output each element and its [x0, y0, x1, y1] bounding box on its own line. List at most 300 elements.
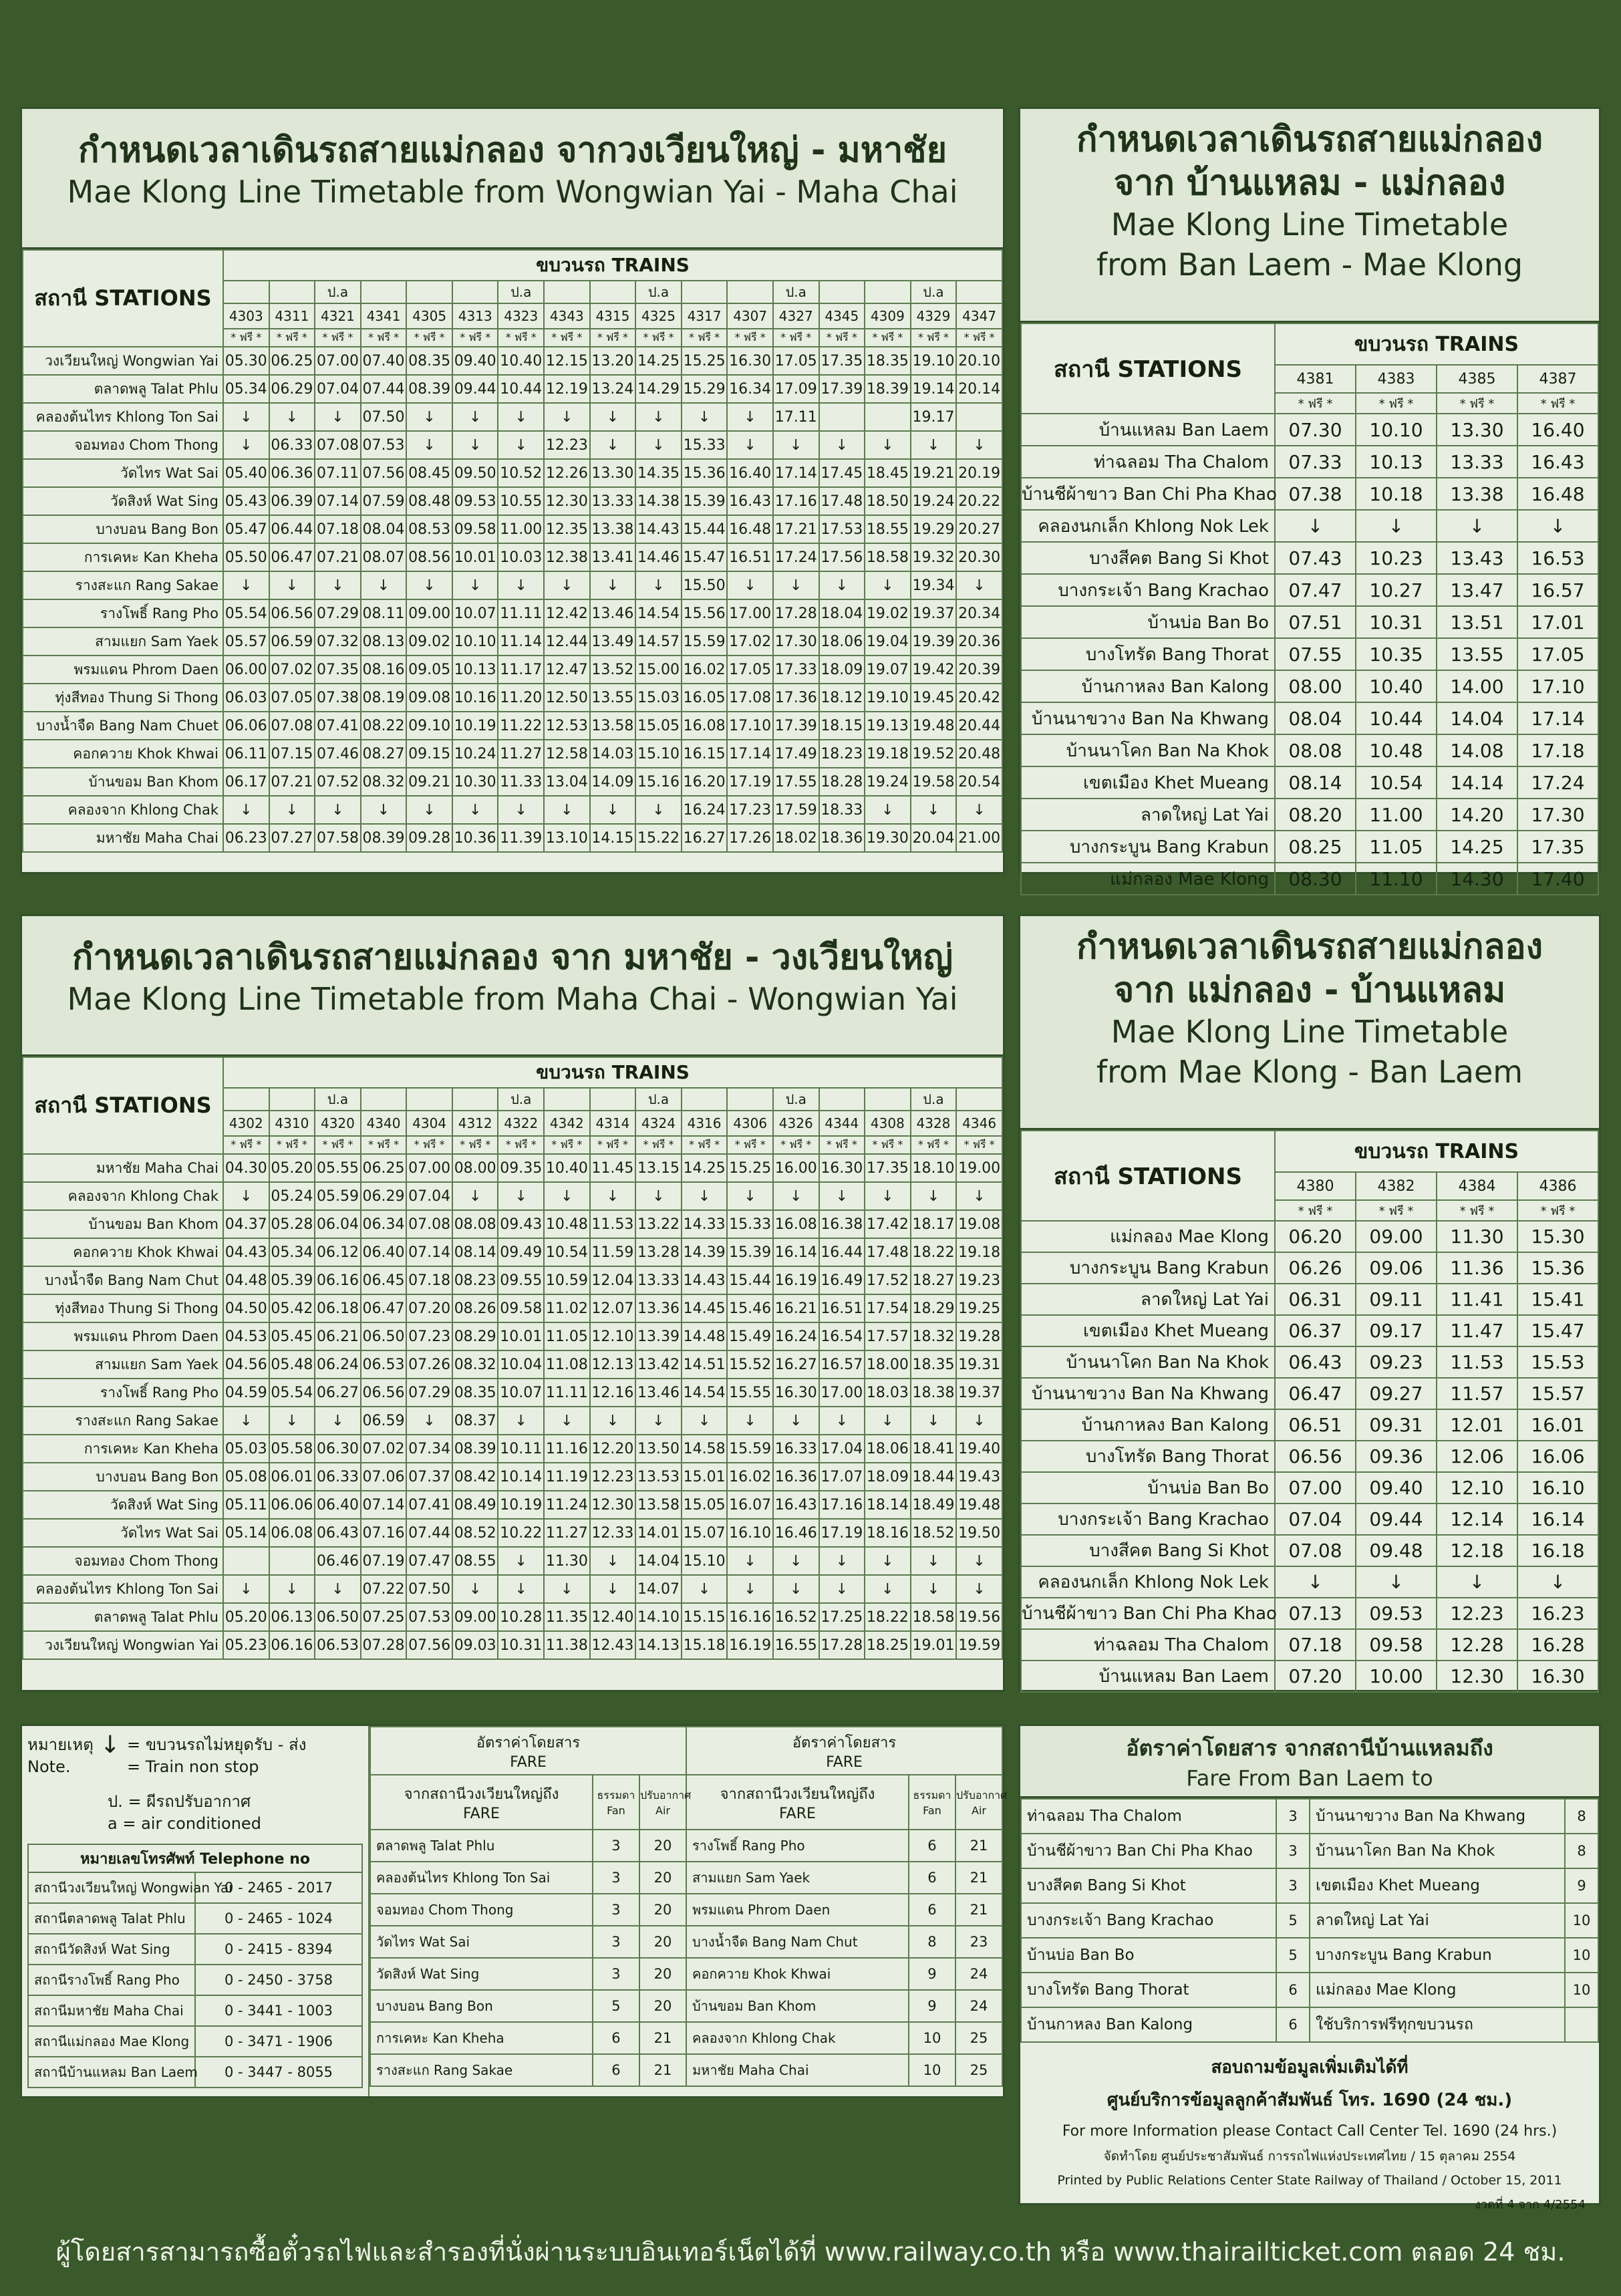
time-cell: 20.39	[956, 656, 1002, 684]
time-cell: 13.04	[544, 768, 590, 796]
time-cell: 16.38	[819, 1210, 865, 1238]
table-row	[23, 543, 1002, 571]
fare-air: 21	[955, 1830, 1002, 1862]
time-cell: 14.01	[635, 1519, 682, 1547]
time-cell: 12.47	[544, 656, 590, 684]
time-cell: ↓	[544, 796, 590, 824]
time-cell: 18.06	[865, 1435, 911, 1463]
table-row	[1021, 1252, 1598, 1284]
time-cell: 10.19	[452, 712, 498, 740]
time-cell: ↓	[498, 1547, 544, 1575]
table-row	[1021, 1221, 1598, 1252]
time-cell: 07.02	[361, 1435, 407, 1463]
time-cell: 10.35	[1356, 638, 1437, 670]
time-cell: 10.54	[544, 1238, 590, 1266]
time-cell: 05.03	[223, 1435, 269, 1463]
fare-value: 8	[1565, 1799, 1598, 1834]
time-cell: 16.54	[819, 1322, 865, 1350]
time-cell: 14.58	[682, 1435, 728, 1463]
free-label: * ฟรี *	[1356, 393, 1437, 414]
time-cell: 07.04	[315, 375, 361, 403]
time-cell: 06.25	[361, 1154, 407, 1182]
time-cell: 07.55	[1275, 638, 1356, 670]
time-cell: 17.00	[819, 1379, 865, 1407]
time-cell: 18.49	[911, 1491, 957, 1519]
free-label: * ฟรี *	[269, 1136, 315, 1154]
train-number: 4305	[406, 303, 452, 329]
time-cell: 13.49	[590, 627, 636, 656]
time-cell: 10.07	[452, 599, 498, 627]
table-row	[1021, 1799, 1598, 1834]
free-label: * ฟรี *	[956, 329, 1002, 347]
time-cell: 07.16	[361, 1519, 407, 1547]
time-cell: 19.21	[911, 459, 957, 487]
time-cell: 20.04	[911, 824, 957, 852]
time-cell: 07.38	[315, 684, 361, 712]
time-cell: 07.47	[1275, 574, 1356, 606]
time-cell: ↓	[773, 1575, 819, 1603]
time-cell: 06.17	[223, 768, 269, 796]
fare-col-th: จากสถานีวงเวียนใหญ่ถึง	[720, 1786, 875, 1803]
info-3: For more Information please Contact Call Center Tel. 1690 (24 hrs.)	[1062, 2123, 1558, 2140]
time-cell: 17.48	[819, 487, 865, 515]
time-cell: 17.35	[865, 1154, 911, 1182]
time-cell: ↓	[590, 796, 636, 824]
time-cell: 09.48	[1356, 1535, 1437, 1566]
free-label: * ฟรี *	[911, 1136, 957, 1154]
time-cell: 17.57	[865, 1322, 911, 1350]
fare-title-row	[370, 1727, 1002, 1775]
ac-flag	[406, 1088, 452, 1111]
time-cell: 10.22	[498, 1519, 544, 1547]
train-number: 4311	[269, 303, 315, 329]
fare-station: คอกควาย Khok Khwai	[686, 1958, 909, 1990]
time-cell: 15.50	[682, 571, 728, 599]
station-name: วัดไทร Wat Sai	[23, 1519, 223, 1547]
time-cell: 17.30	[1517, 799, 1598, 831]
time-cell: 05.11	[223, 1491, 269, 1519]
time-cell: 15.16	[635, 768, 682, 796]
time-cell	[819, 403, 865, 431]
time-cell: 17.09	[773, 375, 819, 403]
time-cell: 19.48	[956, 1491, 1002, 1519]
station-name: บ้านขอม Ban Khom	[23, 1210, 223, 1238]
time-cell: 09.35	[498, 1154, 544, 1182]
time-cell: ↓	[865, 1575, 911, 1603]
ac-flag	[727, 281, 773, 303]
table-row	[23, 824, 1002, 852]
fare-fan: 6	[909, 1862, 955, 1894]
station-name: บ้านขอม Ban Khom	[23, 768, 223, 796]
time-cell: 16.33	[773, 1435, 819, 1463]
fan-en: Fan	[607, 1804, 625, 1817]
time-cell: 16.57	[819, 1350, 865, 1379]
time-cell: 07.33	[1275, 446, 1356, 478]
station-name: บางโทรัด Bang Thorat	[1021, 638, 1275, 670]
time-cell: 18.12	[819, 684, 865, 712]
time-cell: 19.08	[956, 1210, 1002, 1238]
time-cell: ↓	[590, 1182, 636, 1210]
info-2: ศูนย์บริการข้อมูลลูกค้าสัมพันธ์ โทร. 1690 (24 ชม.)	[1107, 2090, 1513, 2110]
time-cell: 17.36	[773, 684, 819, 712]
phone-number: 0 - 3441 - 1003	[195, 1995, 362, 2026]
free-label: * ฟรี *	[406, 329, 452, 347]
time-cell: 07.18	[315, 515, 361, 543]
timetable-2-header	[22, 916, 1003, 1056]
time-cell: 07.08	[315, 431, 361, 459]
ac-flag	[544, 1088, 590, 1111]
station-name: บางกระเจ้า Bang Krachao	[1021, 574, 1275, 606]
time-cell: 16.28	[1517, 1629, 1598, 1661]
fare-fan: 3	[593, 1830, 639, 1862]
fare-section	[370, 1726, 1008, 2096]
time-cell: 16.00	[773, 1154, 819, 1182]
time-cell: 13.53	[635, 1463, 682, 1491]
station-name: คลองจาก Khlong Chak	[23, 796, 223, 824]
time-cell: 06.21	[315, 1322, 361, 1350]
time-cell: 14.38	[635, 487, 682, 515]
time-cell: 05.55	[315, 1154, 361, 1182]
phone-number: 0 - 2415 - 8394	[195, 1934, 362, 1965]
time-cell: 16.07	[727, 1491, 773, 1519]
station-name: คลองจาก Khlong Chak	[23, 1182, 223, 1210]
free-label: * ฟรี *	[544, 1136, 590, 1154]
time-cell: 04.37	[223, 1210, 269, 1238]
free-label: * ฟรี *	[406, 1136, 452, 1154]
free-label: * ฟรี *	[498, 1136, 544, 1154]
time-cell: 10.40	[498, 347, 544, 375]
timetable-2-title-en: Mae Klong Line Timetable from Maha Chai - Wongwian Yai	[67, 981, 958, 1017]
time-cell: 13.22	[635, 1210, 682, 1238]
time-cell: ↓	[635, 1407, 682, 1435]
fare-col	[370, 1775, 593, 1830]
time-cell: 15.41	[1517, 1284, 1598, 1315]
time-cell: 19.01	[911, 1631, 957, 1659]
time-cell: 15.55	[727, 1379, 773, 1407]
table-row	[1021, 1472, 1598, 1503]
time-cell: 15.36	[682, 459, 728, 487]
table-row	[370, 1830, 1002, 1862]
fare-col-th: จากสถานีวงเวียนใหญ่ถึง	[404, 1786, 559, 1803]
free-label: * ฟรี *	[956, 1136, 1002, 1154]
time-cell: 07.08	[269, 712, 315, 740]
time-cell: 12.23	[590, 1463, 636, 1491]
time-cell: 13.39	[635, 1322, 682, 1350]
time-cell: ↓	[865, 1182, 911, 1210]
time-cell: 19.50	[956, 1519, 1002, 1547]
fare-title	[686, 1727, 1002, 1775]
time-cell: 06.33	[315, 1463, 361, 1491]
fare-station: บ้านบ่อ Ban Bo	[1021, 1938, 1276, 1973]
time-cell: 13.30	[590, 459, 636, 487]
station-name: บ้านแหลม Ban Laem	[1021, 1661, 1275, 1692]
station-name: บ้านนาขวาง Ban Na Khwang	[1021, 1378, 1275, 1409]
station-name: บางกระบูน Bang Krabun	[1021, 831, 1275, 863]
notes-and-fare-panel	[20, 1724, 1008, 2098]
time-cell: 19.52	[911, 740, 957, 768]
time-cell: 05.58	[269, 1435, 315, 1463]
air-col	[955, 1775, 1008, 1830]
time-cell: 19.29	[911, 515, 957, 543]
time-cell: 06.06	[269, 1491, 315, 1519]
time-cell: 15.44	[682, 515, 728, 543]
table-row	[1021, 734, 1598, 766]
timetable-wongwian-maha-chai	[20, 107, 1005, 874]
free-label: * ฟรี *	[498, 329, 544, 347]
table-row	[23, 1491, 1002, 1519]
fare-station: การเคหะ Kan Kheha	[370, 2022, 593, 2054]
time-cell: 16.51	[727, 543, 773, 571]
time-cell: 17.24	[773, 543, 819, 571]
table-row	[1021, 1566, 1598, 1598]
time-cell: 08.35	[406, 347, 452, 375]
time-cell: 06.18	[315, 1294, 361, 1322]
time-cell: 07.02	[269, 656, 315, 684]
time-cell: 15.57	[1517, 1378, 1598, 1409]
time-cell: 15.30	[1517, 1221, 1598, 1252]
time-cell: 18.27	[911, 1266, 957, 1294]
fare-station: จอมทอง Chom Thong	[370, 1894, 593, 1926]
time-cell: 17.01	[1517, 606, 1598, 638]
time-cell: 11.24	[544, 1491, 590, 1519]
table-row	[1021, 1661, 1598, 1692]
time-cell: 09.53	[452, 487, 498, 515]
time-cell: 14.25	[1437, 831, 1517, 863]
station-name: คอกควาย Khok Khwai	[23, 740, 223, 768]
time-cell: 05.40	[223, 459, 269, 487]
time-cell: 14.45	[682, 1294, 728, 1322]
fare-value: 6	[1276, 2007, 1310, 2042]
time-cell: 06.59	[269, 627, 315, 656]
fare-air: 21	[955, 1894, 1002, 1926]
time-cell: 16.02	[727, 1463, 773, 1491]
time-cell: 08.14	[1275, 766, 1356, 799]
time-cell: ↓	[223, 1182, 269, 1210]
air-th: ปรับอากาศ	[639, 1789, 692, 1802]
time-cell: ↓	[911, 431, 957, 459]
table-row	[23, 627, 1002, 656]
time-cell: ↓	[727, 1182, 773, 1210]
train-number: 4321	[315, 303, 361, 329]
time-cell: 15.52	[727, 1350, 773, 1379]
time-cell: 08.29	[452, 1322, 498, 1350]
time-cell: 14.25	[635, 347, 682, 375]
time-cell: 15.25	[727, 1154, 773, 1182]
time-cell: 18.09	[865, 1463, 911, 1491]
time-cell: ↓	[1275, 1566, 1356, 1598]
time-cell: 05.23	[223, 1631, 269, 1659]
time-cell: 04.53	[223, 1322, 269, 1350]
fare-station: วัดสิงห์ Wat Sing	[370, 1958, 593, 1990]
time-cell: ↓	[452, 403, 498, 431]
time-cell: 07.43	[1275, 542, 1356, 574]
time-cell: 10.40	[544, 1154, 590, 1182]
time-cell: 10.03	[498, 543, 544, 571]
timetable-4-header	[1020, 916, 1599, 1130]
time-cell: 07.50	[406, 1575, 452, 1603]
time-cell: 05.20	[269, 1154, 315, 1182]
time-cell: 21.00	[956, 824, 1002, 852]
time-cell: 17.49	[773, 740, 819, 768]
time-cell: 13.58	[635, 1491, 682, 1519]
table-row	[23, 1631, 1002, 1659]
table-row	[28, 1965, 362, 1995]
fare-fan: 9	[909, 1990, 955, 2022]
time-cell: 12.16	[590, 1379, 636, 1407]
time-cell: 16.19	[727, 1631, 773, 1659]
fare-col	[686, 1775, 909, 1830]
time-cell: 08.42	[452, 1463, 498, 1491]
time-cell: 06.53	[315, 1631, 361, 1659]
fare-col-row	[370, 1775, 1002, 1830]
time-cell: 15.25	[682, 347, 728, 375]
table-row	[1021, 799, 1598, 831]
time-cell: 10.23	[1356, 542, 1437, 574]
time-cell: 09.44	[1356, 1503, 1437, 1535]
time-cell: 16.24	[682, 796, 728, 824]
time-cell: 16.06	[1517, 1441, 1598, 1472]
time-cell: 06.24	[315, 1350, 361, 1379]
time-cell: 19.10	[865, 684, 911, 712]
fan-col	[909, 1775, 955, 1830]
fare-fan: 8	[909, 1926, 955, 1958]
time-cell: 18.35	[911, 1350, 957, 1379]
table-row	[1021, 1346, 1598, 1378]
table-row	[23, 740, 1002, 768]
fare-col-en: FARE	[463, 1806, 500, 1822]
time-cell: 05.34	[223, 375, 269, 403]
fare-fan: 3	[593, 1926, 639, 1958]
time-cell: 13.38	[1437, 478, 1517, 510]
time-cell: ↓	[682, 1407, 728, 1435]
time-cell: 18.39	[865, 375, 911, 403]
stations-header: สถานี STATIONS	[23, 250, 223, 347]
station-name: รางโพธิ์ Rang Pho	[23, 1379, 223, 1407]
fare-title	[370, 1727, 686, 1775]
time-cell: 12.53	[544, 712, 590, 740]
time-cell: 17.18	[1517, 734, 1598, 766]
fare-air: 24	[955, 1958, 1002, 1990]
time-cell: ↓	[956, 1407, 1002, 1435]
time-cell: 07.00	[406, 1154, 452, 1182]
train-number: 4320	[315, 1111, 361, 1136]
fare-station: รางโพธิ์ Rang Pho	[686, 1830, 909, 1862]
time-cell: 07.41	[315, 712, 361, 740]
table-row	[23, 1575, 1002, 1603]
time-cell: 09.06	[1356, 1252, 1437, 1284]
time-cell: 18.50	[865, 487, 911, 515]
time-cell: 16.48	[1517, 478, 1598, 510]
time-cell: 19.59	[956, 1631, 1002, 1659]
station-name: คอกควาย Khok Khwai	[23, 1238, 223, 1266]
time-cell: 16.40	[1517, 414, 1598, 446]
time-cell: 11.47	[1437, 1315, 1517, 1346]
time-cell: 04.56	[223, 1350, 269, 1379]
time-cell: 13.55	[1437, 638, 1517, 670]
station-name: รางสะแก Rang Sakae	[23, 571, 223, 599]
ac-flag	[544, 281, 590, 303]
station-name: วัดไทร Wat Sai	[23, 459, 223, 487]
time-cell: ↓	[498, 431, 544, 459]
table-row	[23, 487, 1002, 515]
table-row	[23, 1519, 1002, 1547]
time-cell: 12.15	[544, 347, 590, 375]
time-cell: ↓	[635, 403, 682, 431]
station-name: บ้านบ่อ Ban Bo	[1021, 1472, 1275, 1503]
time-cell: 09.10	[406, 712, 452, 740]
timetable-1-title-en: Mae Klong Line Timetable from Wongwian Yai - Maha Chai	[67, 174, 958, 210]
ac-flag	[956, 281, 1002, 303]
fare-title-th: อัตราค่าโดยสาร	[476, 1735, 581, 1751]
time-cell: 10.36	[452, 824, 498, 852]
time-cell: 06.26	[1275, 1252, 1356, 1284]
time-cell: ↓	[544, 1182, 590, 1210]
phone-station: สถานีวัดสิงห์ Wat Sing	[28, 1934, 195, 1965]
ac-flag	[727, 1088, 773, 1111]
fare-fan: 10	[909, 2022, 955, 2054]
station-name: บางน้ำจืด Bang Nam Chuet	[23, 712, 223, 740]
time-cell: 07.30	[1275, 414, 1356, 446]
time-cell: 16.36	[773, 1463, 819, 1491]
time-cell: 11.30	[544, 1547, 590, 1575]
timetable-3-title-th-1: กำหนดเวลาเดินรถสายแม่กลอง	[1076, 120, 1543, 160]
train-number: 4381	[1275, 365, 1356, 393]
fare-value: 8	[1565, 1834, 1598, 1868]
train-number: 4384	[1437, 1172, 1517, 1200]
fare-value: 10	[1565, 1938, 1598, 1973]
time-cell: 05.57	[223, 627, 269, 656]
time-cell: 11.27	[498, 740, 544, 768]
time-cell: 12.30	[1437, 1661, 1517, 1692]
fare-station: บางโทรัด Bang Thorat	[1021, 1973, 1276, 2007]
time-cell: 06.30	[315, 1435, 361, 1463]
station-name: การเคหะ Kan Kheha	[23, 543, 223, 571]
time-cell: 14.29	[635, 375, 682, 403]
timetable-4-title-en-1: Mae Klong Line Timetable	[1111, 1014, 1509, 1050]
time-cell: 05.34	[269, 1238, 315, 1266]
time-cell: 16.10	[727, 1519, 773, 1547]
table-row	[23, 1547, 1002, 1575]
time-cell: 06.50	[361, 1322, 407, 1350]
station-name: คลองนกเล็ก Khlong Nok Lek	[1021, 510, 1275, 542]
station-name: บ้านกาหลง Ban Kalong	[1021, 670, 1275, 702]
free-label: * ฟรี *	[682, 329, 728, 347]
info-5: Printed by Public Relations Center State Railway of Thailand / October 15, 2011	[1057, 2173, 1562, 2188]
time-cell: ↓	[865, 431, 911, 459]
ac-flag: ป.a	[635, 281, 682, 303]
time-cell: 12.43	[590, 1631, 636, 1659]
time-cell: 13.10	[544, 824, 590, 852]
table-row	[1021, 1535, 1598, 1566]
time-cell: 07.53	[361, 431, 407, 459]
table-row	[370, 1990, 1002, 2022]
time-cell: 08.39	[452, 1435, 498, 1463]
time-cell: 17.33	[773, 656, 819, 684]
train-number: 4385	[1437, 365, 1517, 393]
time-cell: 14.51	[682, 1350, 728, 1379]
time-cell: 20.34	[956, 599, 1002, 627]
time-cell: 06.45	[361, 1266, 407, 1294]
fare-air: 21	[639, 2022, 686, 2054]
time-cell: ↓	[590, 1547, 636, 1575]
train-number: 4322	[498, 1111, 544, 1136]
time-cell: 16.40	[727, 459, 773, 487]
time-cell: 16.08	[682, 712, 728, 740]
time-cell: ↓	[406, 431, 452, 459]
ac-key-1: ป.	[108, 1792, 123, 1811]
time-cell: 06.56	[269, 599, 315, 627]
time-cell: 06.01	[269, 1463, 315, 1491]
